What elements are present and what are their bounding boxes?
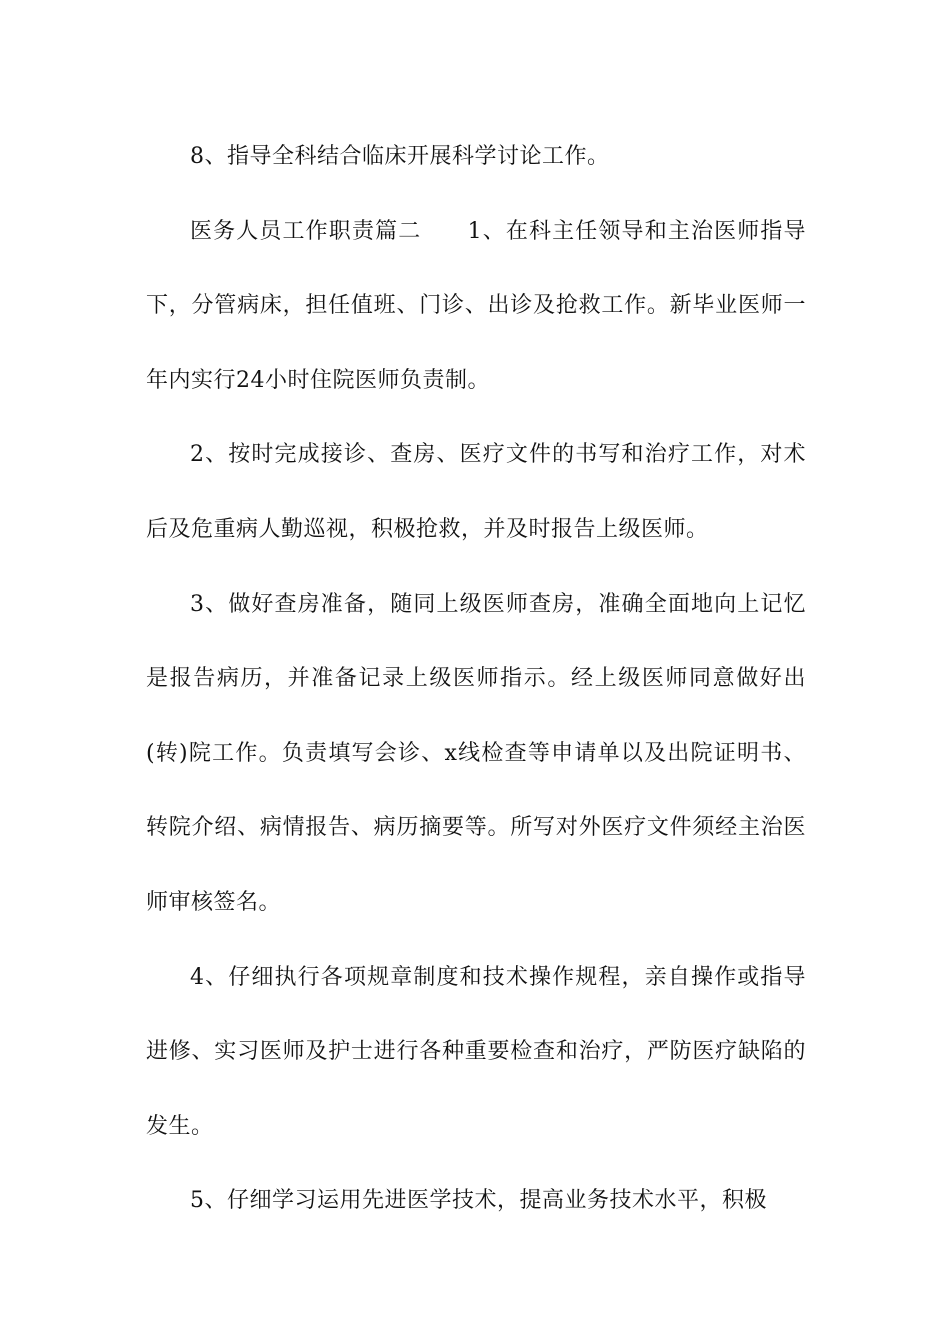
paragraph-item-8: 8、指导全科结合临床开展科学讨论工作。	[190, 144, 610, 169]
paragraph-item-2: 2、按时完成接诊、查房、医疗文件的书写和治疗工作，对术后及危重病人勤巡视，积极抢救，并及时报告上级医师。	[146, 442, 806, 542]
paragraph-item-5: 5、仔细学习运用先进医学技术，提高业务技术水平，积极	[190, 1188, 767, 1214]
document-body	[146, 120, 806, 1239]
paragraph-item-4: 4、仔细执行各项规章制度和技术操作规程，亲自操作或指导进修、实习医师及护士进行各种重要检查和治疗，严防医疗缺陷的发生。	[146, 964, 806, 1139]
paragraph-section-two-item-1: 医务人员工作职责篇二 1、在科主任领导和主治医师指导下，分管病床，担任值班、门诊、出诊及抢救工作。新毕业医师一年内实行24小时住院医师负责制。	[146, 218, 806, 393]
paragraph-item-3: 3、做好查房准备，随同上级医师查房，准确全面地向上记忆是报告病历，并准备记录上级医师指示。经上级医师同意做好出(转)院工作。负责填写会诊、x线检查等申请单以及出院证明书、转院介绍、病情报告、病历摘要等。所写对外医疗文件须经主治医师审核签名。	[146, 591, 806, 915]
